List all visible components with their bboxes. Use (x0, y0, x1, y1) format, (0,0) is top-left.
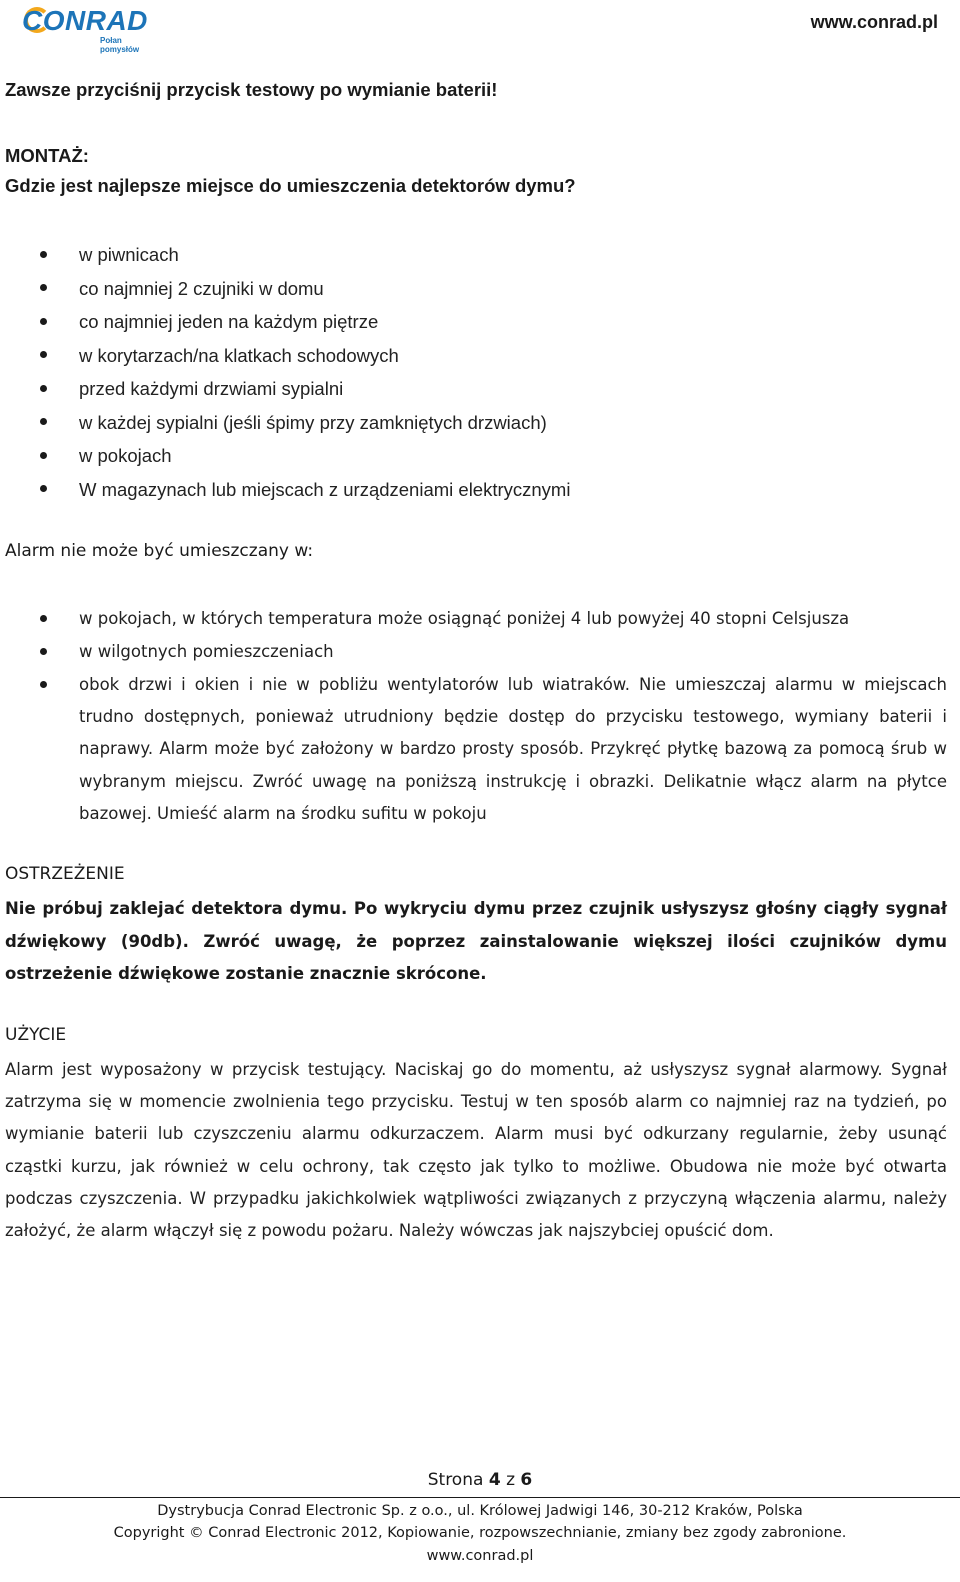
list-item: przed każdymi drzwiami sypialni (0, 372, 570, 406)
footer-url[interactable]: www.conrad.pl (426, 1548, 534, 1564)
list-item: W magazynach lub miejscach z urządzeniami elektrycznymi (0, 473, 570, 507)
footer-copyright: Copyright © Conrad Electronic 2012, Kopiowanie, rozpowszechnianie, zmiany bez zgody zabronione. (113, 1525, 847, 1541)
logo-tagline: Połan pomysłów (100, 36, 140, 54)
list-item: w piwnicach (0, 238, 570, 272)
bullet-icon (40, 452, 47, 459)
usage-text: Alarm jest wyposażony w przycisk testujący. Naciskaj go do momentu, aż usłyszysz sygnał alarmowy. Sygnał zatrzyma się w momencie zwolnienia tego przycisku. Testuj w ten sposób alarm co najmniej raz na tydzień, po wymianie baterii lub czyszczeniu alarmu odkurzaczem. Alarm musi być odkurzany regularnie, żeby usunąć cząstki kurzu, jak również w celu ochrony, tak często jak tylko to możliwe. Obudowa nie może być otwarta podczas czyszczenia. W przypadku jakichkolwiek wątpliwości związanych z przyczyną włączenia alarmu, należy założyć, że alarm włączył się z powodu pożaru. Należy wówczas jak najszybciej opuścić dom. (5, 1060, 947, 1241)
montaz-title: MONTAŻ: (5, 145, 89, 166)
bullet-icon (40, 284, 47, 291)
locations-list (0, 238, 570, 506)
not-allowed-title: Alarm nie może być umieszczany w: (5, 541, 314, 561)
bullet-icon (40, 318, 47, 325)
bullet-icon (40, 351, 47, 358)
list-item: w pokojach, w których temperatura może osiągnąć poniżej 4 lub powyżej 40 stopni Celsjusza (0, 603, 849, 636)
test-reminder: Zawsze przyciśnij przycisk testowy po wymianie baterii! (5, 79, 498, 100)
bullet-icon (40, 251, 47, 258)
list-item: w wilgotnych pomieszczeniach (0, 636, 849, 669)
bullet-icon (40, 681, 47, 688)
mounting-instructions: obok drzwi i okien i nie w pobliżu wentylatorów lub wiatraków. Nie umieszczaj alarmu w miejscach trudno dostępnych, ponieważ utrudniony będzie dostęp do przycisku testowego, wymiany baterii i naprawy. Alarm może być założony w bardzo prosty sposób. Przykręć płytkę bazową za pomocą śrub w wybranym miejscu. Zwróć uwagę na poniższą instrukcję i obrazki. Delikatnie włącz alarm na płytce bazowej. Umieść alarm na środku sufitu w pokoju (79, 675, 947, 823)
warning-text: Nie próbuj zaklejać detektora dymu. Po wykryciu dymu przez czujnik usłyszysz głośny ciągły sygnał dźwiękowy (90db). Zwróć uwagę, że poprzez zainstalowanie większej ilości czujników dymu ostrzeżenie dźwiękowe zostanie znacznie skrócone. (5, 899, 947, 983)
list-item: co najmniej 2 czujniki w domu (0, 272, 570, 306)
warning-title: OSTRZEŻENIE (5, 864, 125, 884)
conrad-logo (22, 5, 152, 54)
logo-wordmark: CONRAD (22, 5, 148, 36)
bullet-icon (40, 485, 47, 492)
header-site-url[interactable]: www.conrad.pl (810, 12, 938, 32)
bullet-icon (40, 615, 47, 622)
page-number: Strona 4 z 6 (427, 1470, 533, 1490)
list-item: w każdej sypialni (jeśli śpimy przy zamkniętych drzwiach) (0, 406, 570, 440)
footer-distribution: Dystrybucja Conrad Electronic Sp. z o.o., ul. Królowej Jadwigi 146, 30-212 Kraków, Polska (157, 1503, 803, 1519)
usage-title: UŻYCIE (5, 1025, 67, 1045)
bullet-icon (40, 648, 47, 655)
bullet-icon (40, 418, 47, 425)
not-allowed-list (0, 603, 849, 668)
list-item: w korytarzach/na klatkach schodowych (0, 339, 570, 373)
list-item: w pokojach (0, 439, 570, 473)
list-item: co najmniej jeden na każdym piętrze (0, 305, 570, 339)
bullet-icon (40, 385, 47, 392)
where-question: Gdzie jest najlepsze miejsce do umieszczenia detektorów dymu? (5, 175, 576, 196)
footer-divider (0, 1497, 960, 1498)
